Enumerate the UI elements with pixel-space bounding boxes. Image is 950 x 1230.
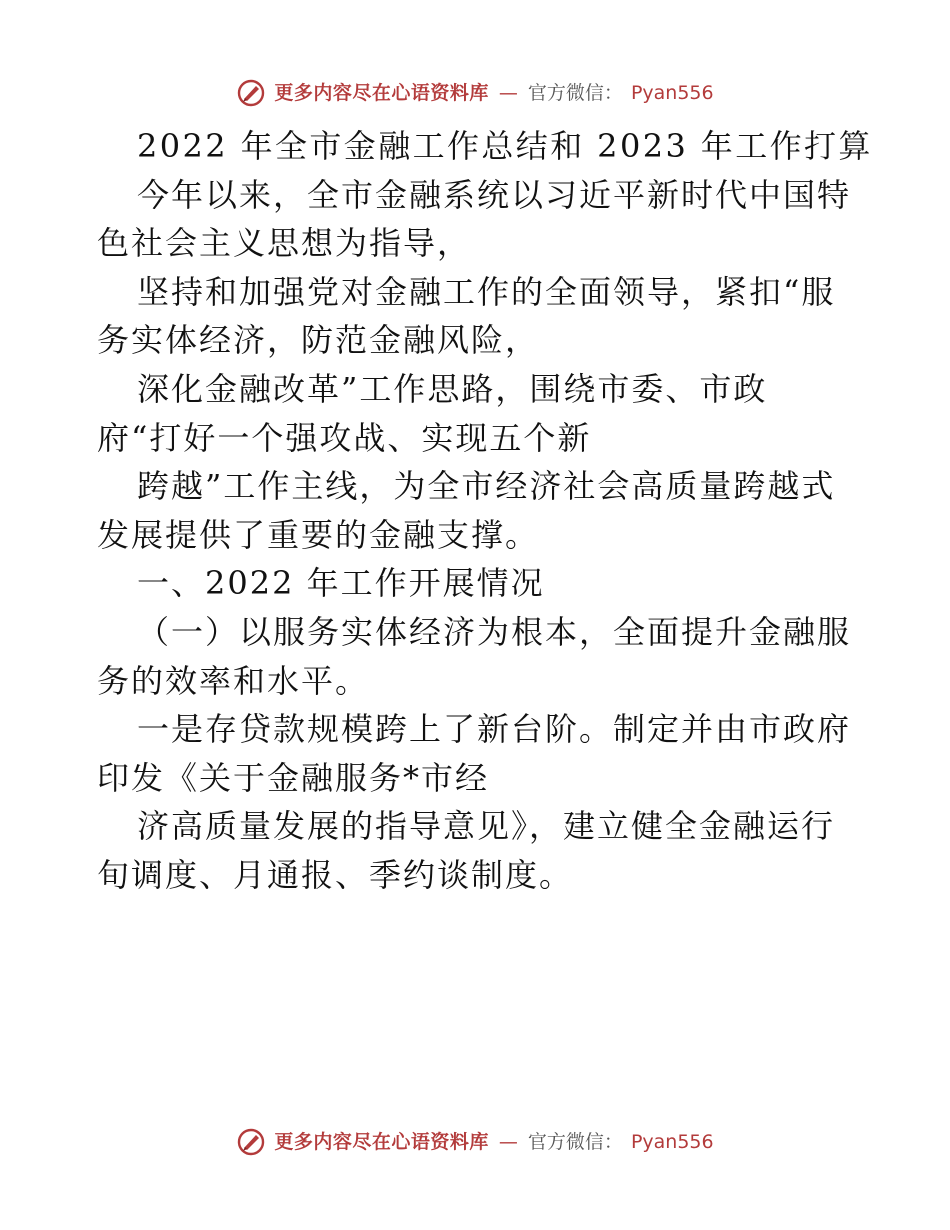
paragraph-line: 府“打好一个强攻战、实现五个新 — [97, 418, 592, 457]
banner-main-text: 更多内容尽在心语资料库 — [274, 1131, 489, 1153]
banner-dash: — — [498, 82, 518, 104]
paragraph-line: 一是存贷款规模跨上了新台阶。制定并由市政府 — [137, 710, 852, 749]
paragraph-line: 旬调度、月通报、季约谈制度。 — [97, 855, 574, 894]
banner-main-text: 更多内容尽在心语资料库 — [274, 82, 489, 104]
paragraph-line: 深化金融改革”工作思路，围绕市委、市政 — [137, 369, 768, 408]
paragraph-line: 色社会主义思想为指导， — [97, 224, 472, 263]
paragraph-line: 印发《关于金融服务*市经 — [97, 758, 490, 797]
paragraph-line: 济高质量发展的指导意见》，建立健全金融运行 — [137, 807, 836, 846]
banner-wechat-label: 官方微信： — [527, 1131, 623, 1153]
paragraph-line: 务的效率和水平。 — [97, 661, 370, 700]
banner-dash: — — [498, 1131, 518, 1153]
paragraph-line: 坚持和加强党对金融工作的全面领导，紧扣“服 — [137, 272, 836, 311]
footer-banner — [0, 1127, 950, 1157]
banner-wechat-id: Pyan556 — [630, 82, 714, 104]
section-heading: 一、2022 年工作开展情况 — [137, 564, 545, 603]
paragraph-line: 发展提供了重要的金融支撑。 — [97, 515, 540, 554]
banner-wechat-id: Pyan556 — [630, 1131, 714, 1153]
paragraph-line: 跨越”工作主线，为全市经济社会高质量跨越式 — [137, 467, 836, 506]
subsection-heading: （一）以服务实体经济为根本，全面提升金融服 — [137, 612, 852, 651]
quill-circle-logo-icon — [236, 78, 266, 108]
paragraph-line: 务实体经济，防范金融风险， — [97, 321, 540, 360]
header-banner — [0, 78, 950, 108]
banner-wechat-label: 官方微信： — [527, 82, 623, 104]
document-title: 2022 年全市金融工作总结和 2023 年工作打算 — [137, 127, 873, 165]
document-body — [97, 122, 873, 900]
quill-circle-logo-icon — [236, 1127, 266, 1157]
paragraph-line: 今年以来，全市金融系统以习近平新时代中国特 — [137, 175, 852, 214]
